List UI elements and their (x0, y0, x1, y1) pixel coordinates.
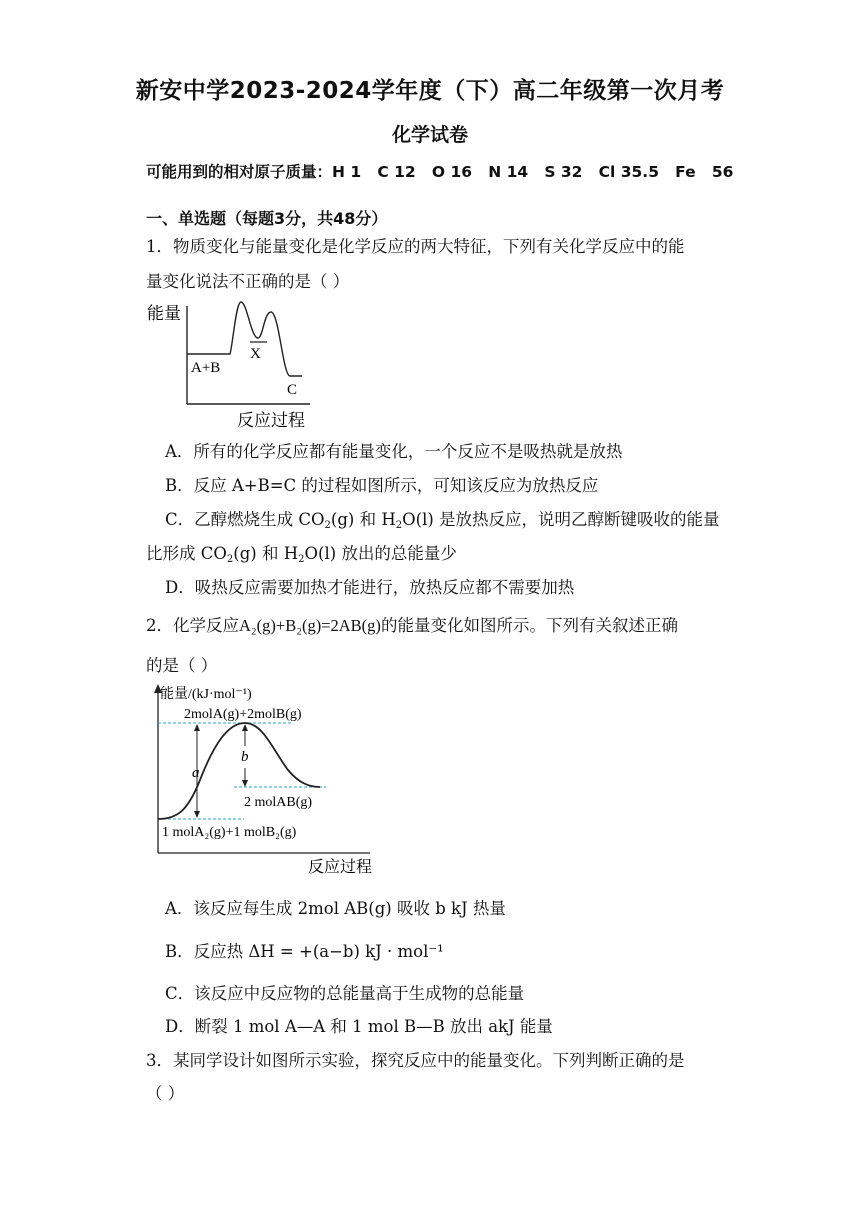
section-heading: 一、单选题（每题3分，共48分） (146, 209, 388, 228)
q1-x-label: 反应过程 (237, 411, 305, 430)
q2-stem-equation: A₂(g)+B₂(g)=2AB(g) (239, 616, 381, 635)
q2-x-label: 反应过程 (308, 859, 373, 876)
q1-y-label: 能量 (147, 304, 181, 323)
q2-arrow-a-head-up (194, 724, 200, 731)
q2-product-label: 2 molAB(g) (244, 795, 313, 810)
q1-energy-diagram (145, 298, 335, 433)
subscript-2: 2 (226, 554, 234, 565)
subscript-2: 2 (395, 520, 403, 531)
q2-option-c: C．该反应中反应物的总能量高于生成物的总能量 (165, 984, 525, 1003)
q1-option-c-text-1: C．乙醇燃烧生成 CO (165, 510, 325, 529)
q1-label-reactants: A+B (191, 360, 221, 376)
q2-arrow-a-label: a (192, 765, 200, 781)
q2-arrow-b-head-up (242, 724, 248, 731)
q1-label-product: C (287, 382, 298, 398)
q2-reactant-label: 1 molA₂(g)+1 molB₂(g) (162, 825, 297, 840)
q2-stem-line1 (146, 612, 678, 636)
q1-option-c-text-2: (g) 和 H (330, 510, 396, 529)
q1-option-c-text-5: (g) 和 H (233, 544, 299, 563)
q2-arrow-a-head-down (194, 811, 200, 818)
q1-option-c-text-3: O(l) 是放热反应，说明乙醇断键吸收的能量 (402, 510, 720, 529)
q1-option-a: A．所有的化学反应都有能量变化，一个反应不是吸热就是放热 (165, 442, 623, 461)
subscript-2: 2 (298, 554, 305, 565)
q1-option-d: D．吸热反应需要加热才能进行，放热反应都不需要加热 (165, 578, 575, 597)
q3-stem-line2: （ ） (146, 1084, 185, 1103)
exam-title: 新安中学2023-2024学年度（下）高二年级第一次月考 (135, 78, 725, 104)
q1-stem-line1: 1．物质变化与能量变化是化学反应的两大特征，下列有关化学反应中的能 (146, 237, 685, 256)
q2-stem-prefix: 2．化学反应 (146, 616, 239, 635)
q3-stem-line1: 3．某同学设计如图所示实验，探究反应中的能量变化。下列判断正确的是 (146, 1051, 685, 1070)
q1-stem-line2: 量变化说法不正确的是（ ） (146, 272, 350, 291)
atomic-masses: 可能用到的相对原子质量：H 1 C 12 O 16 N 14 S 32 Cl 35.5 Fe 56 (146, 163, 734, 181)
exam-subtitle: 化学试卷 (391, 124, 468, 146)
q2-stem-line2: 的是（ ） (146, 656, 218, 675)
q2-y-label: 能量/(kJ·mol⁻¹) (160, 687, 252, 702)
q2-arrow-b-head-down (242, 780, 248, 787)
q1-option-c-text-6: O(l) 放出的总能量少 (304, 544, 457, 563)
q1-option-c-line2 (146, 540, 457, 565)
q2-stem-suffix: 的能量变化如图所示。下列有关叙述正确 (380, 616, 678, 635)
q2-top-label: 2molA(g)+2molB(g) (184, 707, 302, 722)
q1-option-b: B．反应 A+B=C 的过程如图所示，可知该反应为放热反应 (165, 476, 599, 495)
q1-option-c-line1 (165, 506, 720, 531)
q2-option-b: B．反应热 ΔH = +(a−b) kJ · mol⁻¹ (165, 942, 444, 961)
q2-energy-diagram (148, 680, 380, 880)
q2-option-d: D．断裂 1 mol A—A 和 1 mol B—B 放出 akJ 能量 (165, 1017, 553, 1036)
q1-option-c-text-4: 比形成 CO (146, 544, 227, 563)
q2-option-a: A．该反应每生成 2mol AB(g) 吸收 b kJ 热量 (165, 899, 506, 918)
q2-arrow-b-label: b (241, 749, 249, 765)
q1-label-intermediate: X (250, 346, 261, 362)
subscript-2: 2 (324, 520, 331, 531)
